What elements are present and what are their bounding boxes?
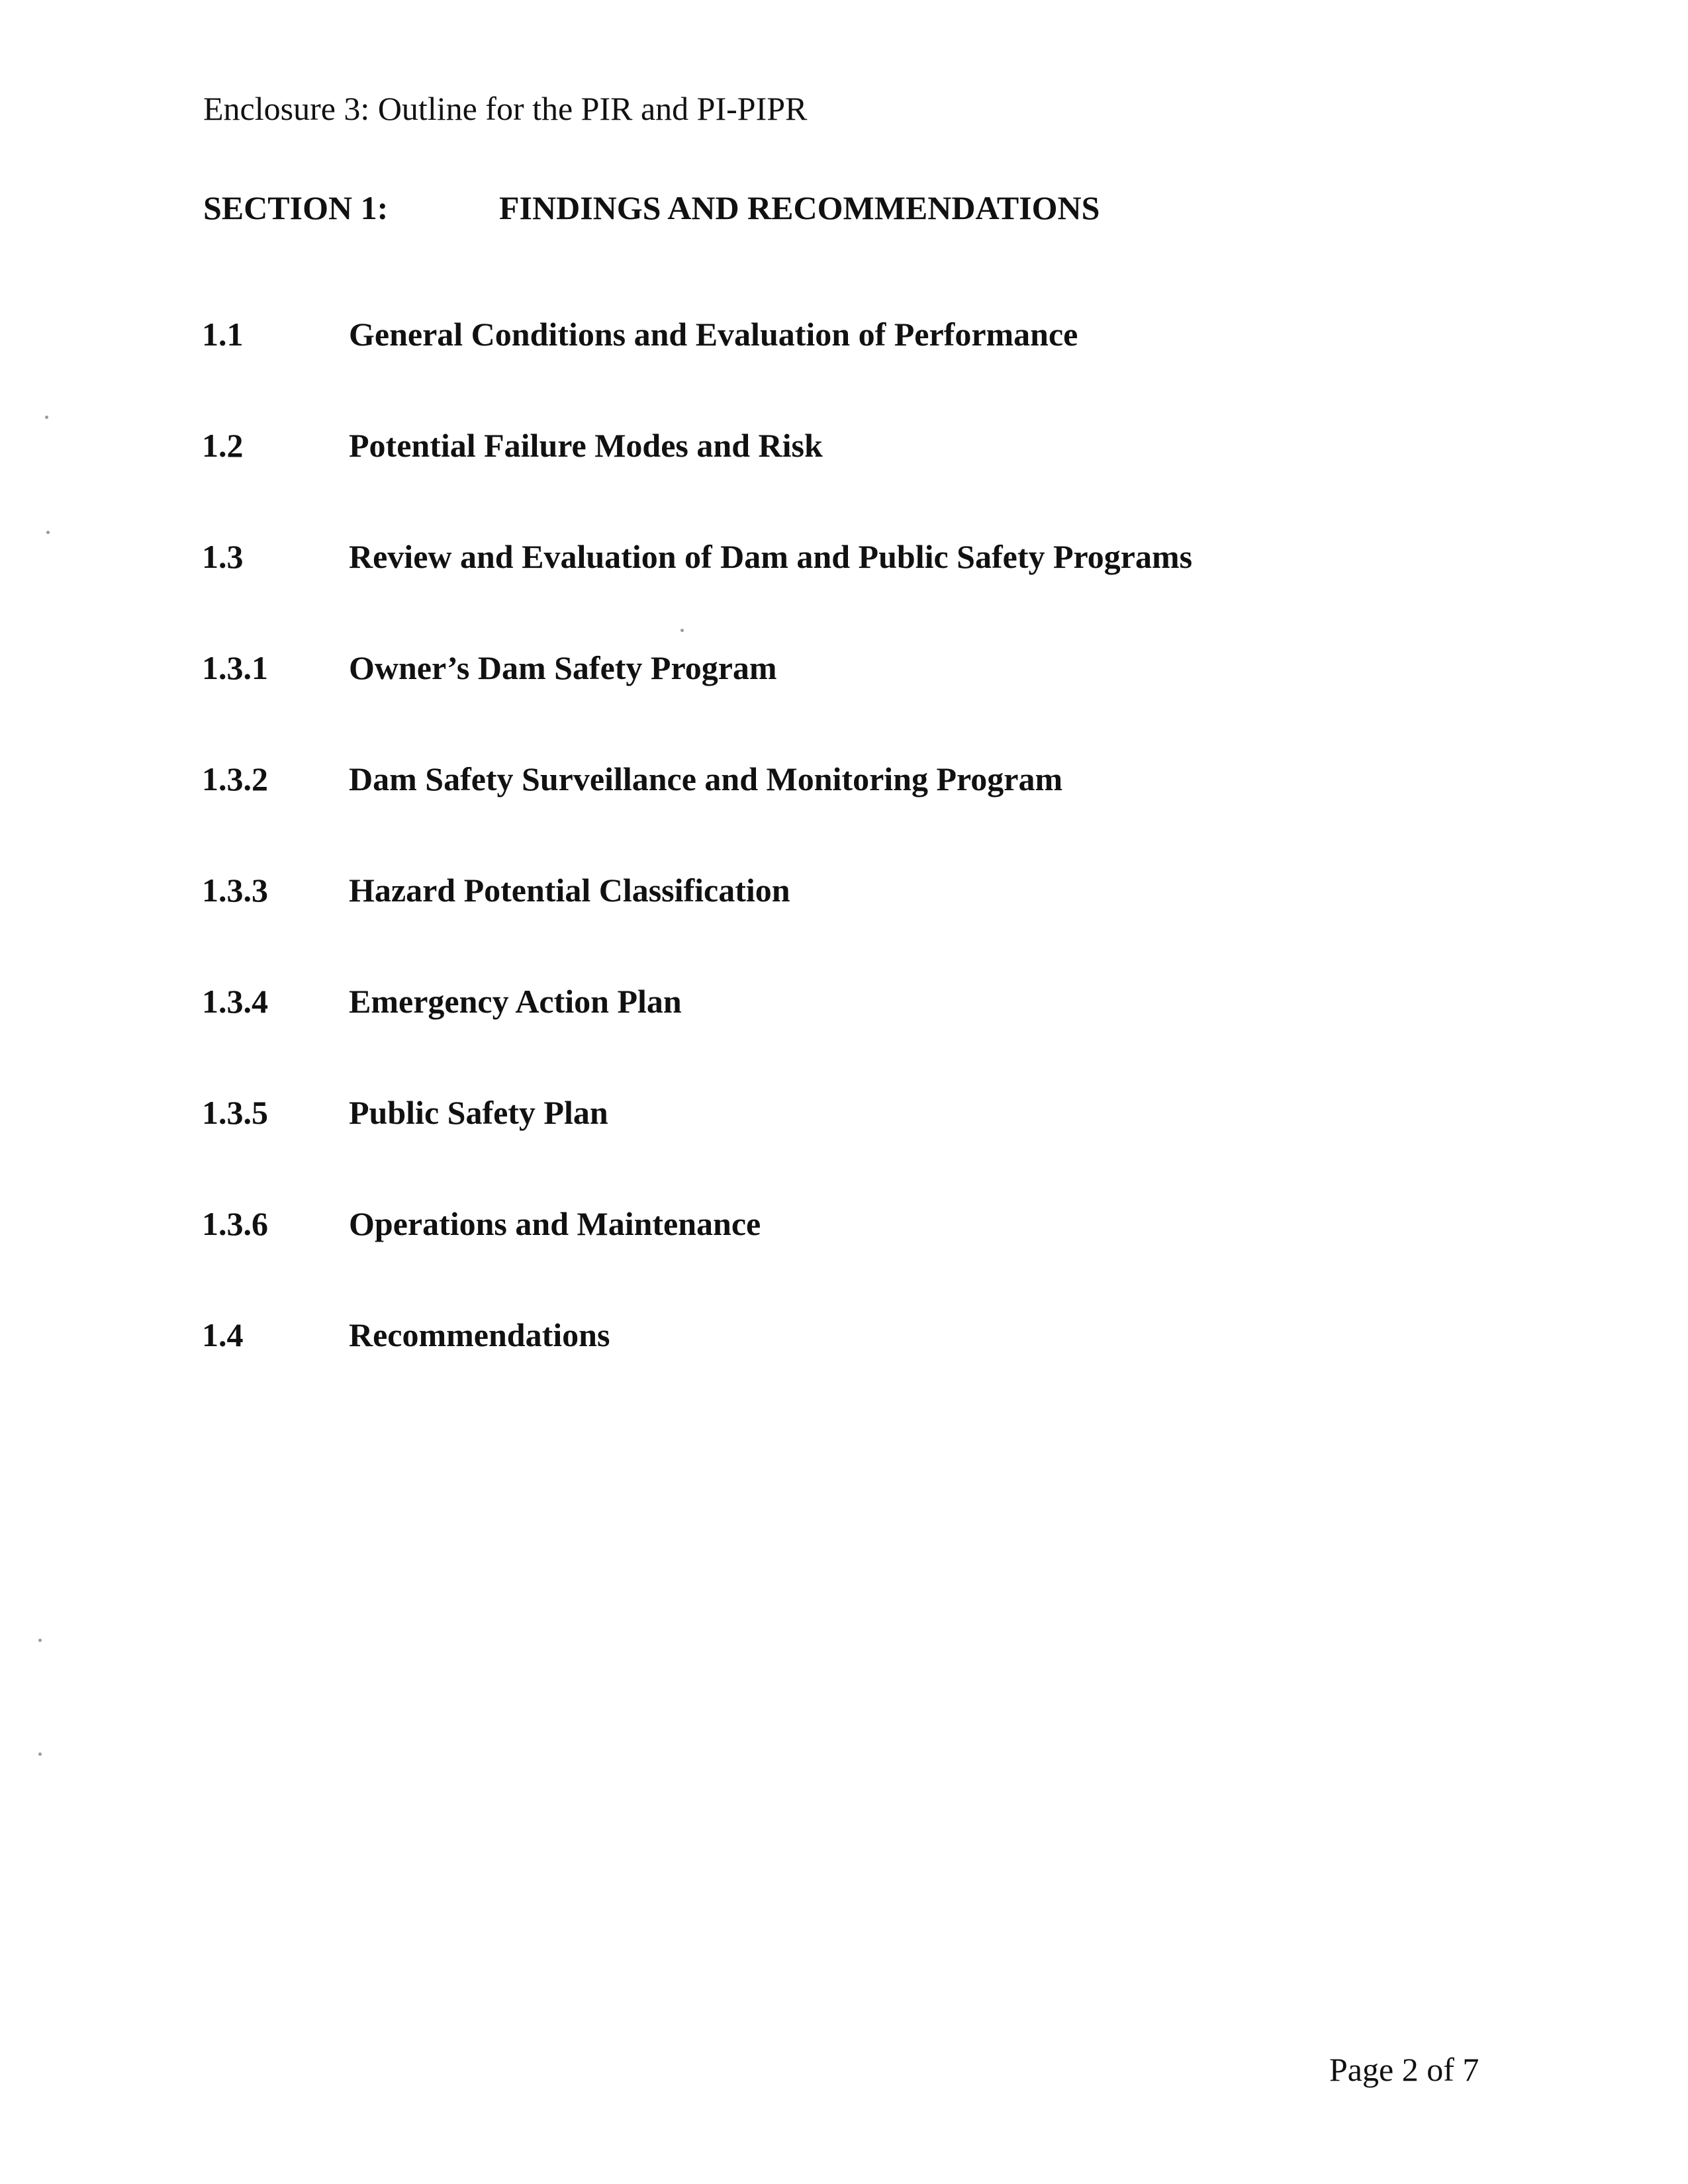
outline-number: 1.3.2 <box>202 760 268 797</box>
page-number: Page 2 of 7 <box>1329 2051 1479 2088</box>
outline-number: 1.3.3 <box>202 872 268 909</box>
scan-speck <box>38 1752 42 1756</box>
outline-item <box>202 537 1192 649</box>
outline-title: Potential Failure Modes and Risk <box>349 427 823 464</box>
outline-title: Owner’s Dam Safety Program <box>349 649 777 686</box>
outline-number: 1.1 <box>202 316 244 353</box>
scan-speck <box>46 531 50 534</box>
section-heading <box>203 189 1100 227</box>
outline-number: 1.2 <box>202 427 244 464</box>
outline-title: Operations and Maintenance <box>349 1205 761 1242</box>
outline-item <box>202 760 1192 871</box>
outline-title: General Conditions and Evaluation of Performance <box>349 316 1078 353</box>
outline-item <box>202 871 1192 982</box>
outline-title: Recommendations <box>349 1316 610 1353</box>
outline-number: 1.3.4 <box>202 983 268 1020</box>
section-title: FINDINGS AND RECOMMENDATIONS <box>499 189 1100 226</box>
scan-speck <box>45 416 48 419</box>
scan-speck <box>680 629 684 632</box>
outline-title: Public Safety Plan <box>349 1094 608 1131</box>
enclosure-title: Enclosure 3: Outline for the PIR and PI-PIPR <box>203 90 808 127</box>
outline-number: 1.3.6 <box>202 1205 268 1242</box>
outline-title: Review and Evaluation of Dam and Public Safety Programs <box>349 538 1193 575</box>
outline-item <box>202 649 1192 760</box>
outline-number: 1.3.1 <box>202 649 268 686</box>
outline-title: Dam Safety Surveillance and Monitoring Program <box>349 760 1063 797</box>
outline-title: Emergency Action Plan <box>349 983 682 1020</box>
outline-item <box>202 1205 1192 1316</box>
outline-item <box>202 982 1192 1093</box>
outline-list <box>202 315 1192 1427</box>
outline-item <box>202 426 1192 537</box>
outline-item <box>202 1316 1192 1427</box>
scan-speck <box>38 1639 42 1642</box>
outline-item <box>202 1093 1192 1205</box>
section-label: SECTION 1: <box>203 189 389 226</box>
outline-number: 1.3.5 <box>202 1094 268 1131</box>
outline-number: 1.4 <box>202 1316 244 1353</box>
outline-number: 1.3 <box>202 538 244 575</box>
outline-item <box>202 315 1192 426</box>
outline-title: Hazard Potential Classification <box>349 872 790 909</box>
